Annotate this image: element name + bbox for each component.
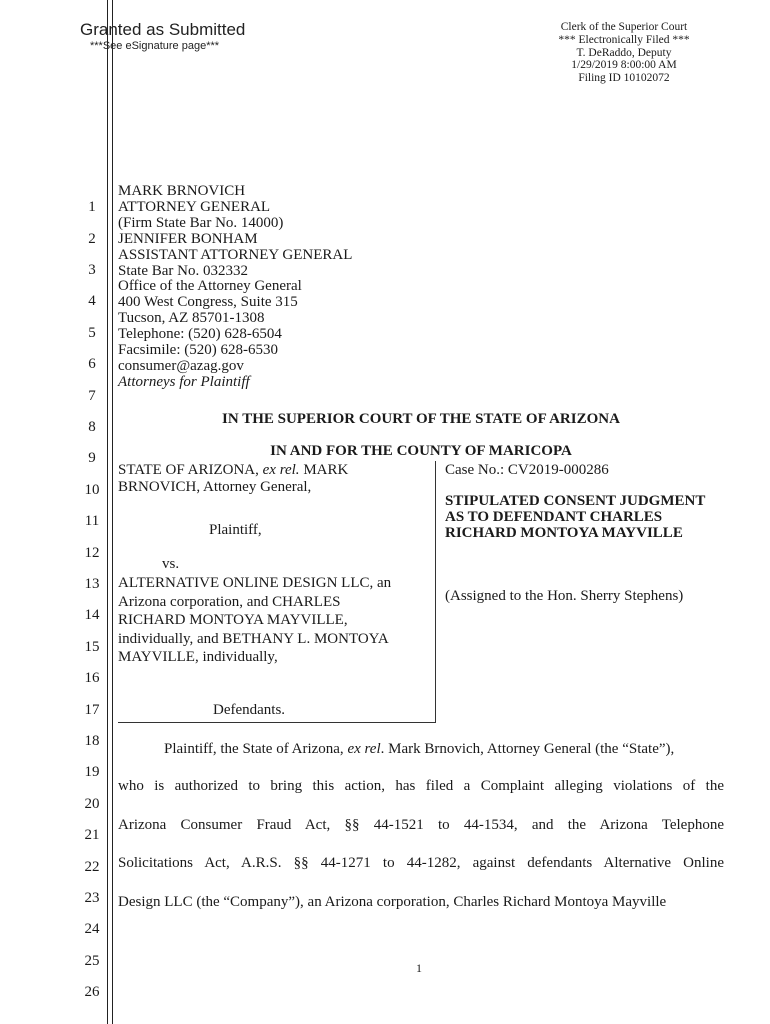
line-number: 4 <box>88 293 96 309</box>
line-number: 23 <box>84 890 100 906</box>
line-number: 1 <box>88 199 96 215</box>
plaintiff-name-part: MARK <box>299 462 349 478</box>
line-number: 8 <box>88 419 96 435</box>
line-number: 24 <box>84 921 100 937</box>
defendants-block <box>118 575 391 666</box>
attorney-line: Telephone: (520) 628-6504 <box>118 326 282 343</box>
attorney-line: JENNIFER BONHAM <box>118 230 258 247</box>
line-number: 3 <box>88 262 96 278</box>
body-ex-rel: ex rel <box>347 741 381 757</box>
attorney-line: 400 West Congress, Suite 315 <box>118 294 298 311</box>
page-number: 1 <box>416 961 422 975</box>
line-number: 10 <box>84 482 100 498</box>
court-heading: IN THE SUPERIOR COURT OF THE STATE OF ARIZONA <box>222 411 620 427</box>
line-number: 15 <box>84 639 100 655</box>
left-margin-rule <box>107 0 108 1024</box>
attorney-block <box>118 184 352 391</box>
body-line-4: Solicitations Act, A.R.S. §§ 44-1271 to 44-1282, against defendants Alternative Online <box>118 855 724 871</box>
line-number: 13 <box>84 576 100 592</box>
defendant-line: RICHARD MONTOYA MAYVILLE, <box>118 612 348 628</box>
line-number: 26 <box>84 984 100 1000</box>
case-number: Case No.: CV2019-000286 <box>445 462 609 478</box>
line-number: 11 <box>84 513 100 529</box>
defendant-line: ALTERNATIVE ONLINE DESIGN LLC, an <box>118 575 392 591</box>
caption-box-right-border <box>435 461 436 723</box>
county-heading: IN AND FOR THE COUNTY OF MARICOPA <box>270 443 572 459</box>
attorney-role: Attorneys for Plaintiff <box>118 373 250 390</box>
line-number: 19 <box>84 764 100 780</box>
plaintiff-name-cont: BRNOVICH, Attorney General, <box>118 479 312 495</box>
body-line-1 <box>164 741 674 758</box>
caption-box-bottom-border <box>118 722 436 723</box>
line-number: 17 <box>84 702 100 718</box>
body-text: . Mark Brnovich, Attorney General (the “State”), <box>380 741 675 757</box>
left-margin-rule-inner <box>112 0 113 1024</box>
clerk-line: Clerk of the Superior Court <box>560 21 688 33</box>
line-number: 16 <box>84 670 100 686</box>
defendant-line: Arizona corporation, and CHARLES <box>118 593 341 610</box>
line-number: 20 <box>84 796 100 812</box>
line-number: 18 <box>84 733 100 749</box>
body-line-2: who is authorized to bring this action, has filed a Complaint alleging violations of the <box>118 778 724 794</box>
attorney-email: consumer@azag.gov <box>118 357 244 374</box>
clerk-line: Filing ID 10102072 <box>578 72 670 85</box>
attorney-line: (Firm State Bar No. 14000) <box>118 214 284 231</box>
defendant-role: Defendants. <box>213 702 286 718</box>
document-title-line: RICHARD MONTOYA MAYVILLE <box>445 525 683 541</box>
line-number: 5 <box>88 325 96 341</box>
body-line-3: Arizona Consumer Fraud Act, §§ 44-1521 to 44-1534, and the Arizona Telephone <box>118 817 724 833</box>
line-number: 12 <box>84 545 100 561</box>
ex-rel: ex rel. <box>262 462 300 478</box>
plaintiff-name-part: STATE OF ARIZONA, <box>118 462 263 478</box>
document-title-line: STIPULATED CONSENT JUDGMENT <box>445 493 706 509</box>
clerk-line: *** Electronically Filed *** <box>558 33 690 46</box>
line-number: 22 <box>84 859 100 875</box>
attorney-line: ATTORNEY GENERAL <box>118 198 271 215</box>
line-number: 14 <box>84 607 100 623</box>
clerk-line: 1/29/2019 8:00:00 AM <box>571 59 677 72</box>
esignature-note: ***See eSignature page*** <box>90 40 220 52</box>
attorney-line: Office of the Attorney General <box>118 278 302 295</box>
judge-assignment: (Assigned to the Hon. Sherry Stephens) <box>445 588 684 604</box>
document-title <box>445 493 705 541</box>
plaintiff-name <box>118 462 348 479</box>
plaintiff-role: Plaintiff, <box>209 522 262 538</box>
line-number: 25 <box>84 953 100 969</box>
line-number: 7 <box>88 388 96 404</box>
body-line-5: Design LLC (the “Company”), an Arizona corporation, Charles Richard Montoya Mayville <box>118 894 667 910</box>
document-title-line: AS TO DEFENDANT CHARLES <box>445 509 663 525</box>
clerk-line: T. DeRaddo, Deputy <box>576 46 672 59</box>
attorney-line: Facsimile: (520) 628-6530 <box>118 342 278 359</box>
line-number: 9 <box>88 450 96 466</box>
defendant-line: individually, and BETHANY L. MONTOYA <box>118 630 389 647</box>
line-number: 6 <box>88 356 96 372</box>
body-text: Plaintiff, the State of Arizona, <box>164 741 348 757</box>
attorney-line: ASSISTANT ATTORNEY GENERAL <box>118 246 353 263</box>
line-number: 21 <box>84 827 100 843</box>
defendant-line: MAYVILLE, individually, <box>118 649 278 665</box>
clerk-filing-stamp <box>524 21 724 85</box>
attorney-line: Tucson, AZ 85701-1308 <box>118 310 265 327</box>
granted-stamp-title: Granted as Submitted <box>80 20 246 39</box>
attorney-line: MARK BRNOVICH <box>118 183 246 199</box>
line-number: 2 <box>88 231 96 247</box>
versus: vs. <box>162 556 180 572</box>
attorney-line: State Bar No. 032332 <box>118 262 248 279</box>
